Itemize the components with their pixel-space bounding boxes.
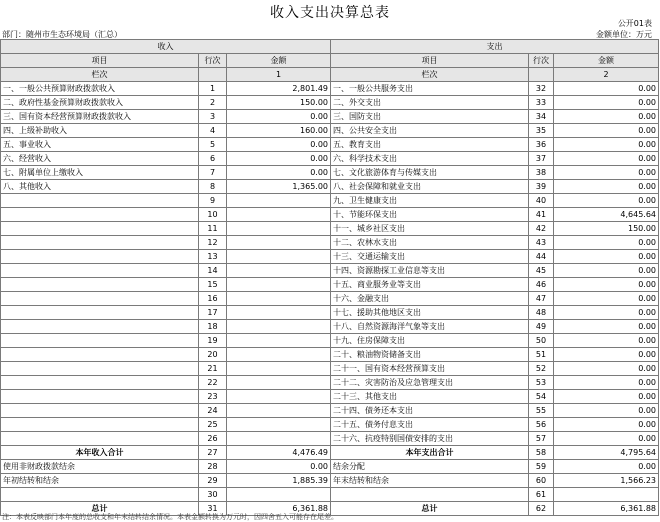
income-line-cell: 6 (199, 152, 227, 166)
income-amount-cell (227, 208, 331, 222)
income-amount-cell: 0.00 (227, 110, 331, 124)
income-amount-cell (227, 306, 331, 320)
income-line-cell: 24 (199, 404, 227, 418)
table-row (1, 446, 659, 460)
expense-item-cell: 八、社会保障和就业支出 (331, 180, 529, 194)
income-line-cell: 5 (199, 138, 227, 152)
expense-amount-cell: 0.00 (554, 96, 659, 110)
income-item-cell: 七、附属单位上缴收入 (1, 166, 199, 180)
expense-amount-cell: 0.00 (554, 264, 659, 278)
table-row (1, 124, 659, 138)
expense-line-cell: 43 (529, 236, 554, 250)
income-line-cell: 7 (199, 166, 227, 180)
income-amount-cell (227, 404, 331, 418)
expense-amount-cell: 6,361.88 (554, 502, 659, 516)
income-amount-cell: 0.00 (227, 152, 331, 166)
column-header-row (1, 54, 659, 68)
income-amount-cell: 4,476.49 (227, 446, 331, 460)
income-line-cell: 26 (199, 432, 227, 446)
income-line-cell: 27 (199, 446, 227, 460)
income-item-cell: 年初结转和结余 (1, 474, 199, 488)
expense-item-cell: 十七、援助其他地区支出 (331, 306, 529, 320)
income-amount-cell (227, 362, 331, 376)
expense-line-cell: 32 (529, 82, 554, 96)
expense-column-index: 2 (554, 68, 659, 82)
income-amount-cell: 0.00 (227, 166, 331, 180)
column-index-row (1, 68, 659, 82)
income-item-cell (1, 208, 199, 222)
expense-item-cell: 一、一般公共服务支出 (331, 82, 529, 96)
expense-line-cell: 35 (529, 124, 554, 138)
income-item-cell: 三、国有资本经营预算财政拨款收入 (1, 110, 199, 124)
income-column-index: 1 (227, 68, 331, 82)
table-row (1, 418, 659, 432)
income-line-cell: 13 (199, 250, 227, 264)
income-item-cell (1, 362, 199, 376)
income-item-cell (1, 432, 199, 446)
table-row (1, 404, 659, 418)
income-item-cell (1, 222, 199, 236)
table-row (1, 432, 659, 446)
income-line-cell: 11 (199, 222, 227, 236)
expense-line-cell: 48 (529, 306, 554, 320)
expense-item-cell: 十八、自然资源海洋气象等支出 (331, 320, 529, 334)
expense-amount-cell: 0.00 (554, 362, 659, 376)
expense-amount-cell: 0.00 (554, 460, 659, 474)
expense-amount-header: 金额 (554, 54, 659, 68)
income-item-cell (1, 376, 199, 390)
table-row (1, 236, 659, 250)
expense-item-cell: 二十五、债务付息支出 (331, 418, 529, 432)
table-row (1, 460, 659, 474)
expense-line-cell: 60 (529, 474, 554, 488)
expense-item-cell: 十一、城乡社区支出 (331, 222, 529, 236)
expense-line-cell: 33 (529, 96, 554, 110)
income-line-cell: 15 (199, 278, 227, 292)
expense-line-cell: 50 (529, 334, 554, 348)
expense-line-cell: 36 (529, 138, 554, 152)
expense-line-cell: 34 (529, 110, 554, 124)
table-row (1, 152, 659, 166)
expense-line-cell: 61 (529, 488, 554, 502)
income-amount-cell (227, 278, 331, 292)
expense-line-cell: 55 (529, 404, 554, 418)
expense-line-header: 行次 (529, 54, 554, 68)
expense-line-cell: 62 (529, 502, 554, 516)
expense-amount-cell: 0.00 (554, 432, 659, 446)
income-item-cell (1, 320, 199, 334)
expense-line-cell: 51 (529, 348, 554, 362)
income-item-cell (1, 334, 199, 348)
expense-item-cell: 本年支出合计 (331, 446, 529, 460)
table-row (1, 362, 659, 376)
expense-amount-cell: 0.00 (554, 306, 659, 320)
income-item-cell (1, 306, 199, 320)
expense-amount-cell (554, 488, 659, 502)
income-amount-cell (227, 418, 331, 432)
table-row (1, 320, 659, 334)
income-line-cell: 23 (199, 390, 227, 404)
expense-line-cell: 57 (529, 432, 554, 446)
income-amount-cell: 0.00 (227, 460, 331, 474)
expense-item-cell: 十九、住房保障支出 (331, 334, 529, 348)
income-amount-cell (227, 264, 331, 278)
income-amount-cell (227, 320, 331, 334)
expense-line-cell: 49 (529, 320, 554, 334)
expense-line-cell: 42 (529, 222, 554, 236)
income-amount-cell (227, 390, 331, 404)
expense-column-label: 栏次 (331, 68, 529, 82)
income-line-cell: 20 (199, 348, 227, 362)
income-amount-cell (227, 250, 331, 264)
expense-amount-cell: 4,645.64 (554, 208, 659, 222)
income-line-cell: 31 (199, 502, 227, 516)
income-line-cell: 29 (199, 474, 227, 488)
expense-line-cell: 45 (529, 264, 554, 278)
income-line-cell: 21 (199, 362, 227, 376)
income-line-cell: 25 (199, 418, 227, 432)
expense-item-header: 项目 (331, 54, 529, 68)
expense-line-cell: 58 (529, 446, 554, 460)
expense-amount-cell: 4,795.64 (554, 446, 659, 460)
table-row (1, 138, 659, 152)
table-row (1, 250, 659, 264)
table-row (1, 390, 659, 404)
expense-item-cell: 二十一、国有资本经营预算支出 (331, 362, 529, 376)
income-amount-header: 金额 (227, 54, 331, 68)
expense-amount-cell: 0.00 (554, 320, 659, 334)
expense-amount-cell: 1,566.23 (554, 474, 659, 488)
table-row (1, 292, 659, 306)
unit-label: 金额单位：万元 (596, 30, 652, 39)
income-line-cell: 16 (199, 292, 227, 306)
expense-amount-cell: 0.00 (554, 418, 659, 432)
income-amount-cell (227, 292, 331, 306)
table-row (1, 264, 659, 278)
income-line-cell: 4 (199, 124, 227, 138)
income-line-cell: 22 (199, 376, 227, 390)
expense-item-cell: 结余分配 (331, 460, 529, 474)
expense-line-cell: 59 (529, 460, 554, 474)
expense-amount-cell: 0.00 (554, 292, 659, 306)
income-item-cell: 五、事业收入 (1, 138, 199, 152)
expense-line-cell: 37 (529, 152, 554, 166)
income-amount-cell: 1,365.00 (227, 180, 331, 194)
expense-line-cell: 47 (529, 292, 554, 306)
department-label: 部门：随州市生态环境局（汇总） (2, 30, 122, 39)
expense-amount-cell: 0.00 (554, 376, 659, 390)
income-line-cell: 19 (199, 334, 227, 348)
income-amount-cell (227, 376, 331, 390)
income-header: 收入 (1, 40, 331, 54)
table-row (1, 278, 659, 292)
income-line-cell: 17 (199, 306, 227, 320)
expense-line-cell: 54 (529, 390, 554, 404)
expense-item-cell: 二十四、债务还本支出 (331, 404, 529, 418)
income-amount-cell (227, 194, 331, 208)
income-item-cell: 六、经营收入 (1, 152, 199, 166)
income-line-header: 行次 (199, 54, 227, 68)
expense-item-cell: 十三、交通运输支出 (331, 250, 529, 264)
income-amount-cell (227, 222, 331, 236)
table-row (1, 208, 659, 222)
expense-item-cell: 十、节能环保支出 (331, 208, 529, 222)
table-row (1, 96, 659, 110)
income-line-cell: 3 (199, 110, 227, 124)
income-item-cell (1, 404, 199, 418)
income-amount-cell: 150.00 (227, 96, 331, 110)
income-item-cell: 本年收入合计 (1, 446, 199, 460)
expense-amount-cell: 0.00 (554, 404, 659, 418)
income-amount-cell (227, 432, 331, 446)
income-amount-cell: 0.00 (227, 138, 331, 152)
income-item-cell (1, 488, 199, 502)
expense-item-cell (331, 488, 529, 502)
table-row (1, 376, 659, 390)
income-item-header: 项目 (1, 54, 199, 68)
table-row (1, 306, 659, 320)
income-item-cell (1, 264, 199, 278)
income-line-cell: 18 (199, 320, 227, 334)
income-line-cell: 8 (199, 180, 227, 194)
expense-item-cell: 十二、农林水支出 (331, 236, 529, 250)
expense-item-cell: 二十、粮油物资储备支出 (331, 348, 529, 362)
table-row (1, 474, 659, 488)
income-amount-cell: 160.00 (227, 124, 331, 138)
income-item-cell: 四、上级补助收入 (1, 124, 199, 138)
expense-amount-cell: 0.00 (554, 250, 659, 264)
expense-line-cell: 39 (529, 180, 554, 194)
expense-line-cell: 41 (529, 208, 554, 222)
income-amount-cell (227, 236, 331, 250)
income-item-cell (1, 292, 199, 306)
income-item-cell: 二、政府性基金预算财政拨款收入 (1, 96, 199, 110)
expense-amount-cell: 0.00 (554, 82, 659, 96)
table-row (1, 82, 659, 96)
expense-item-cell: 六、科学技术支出 (331, 152, 529, 166)
page-title: 收入支出决算总表 (270, 5, 390, 21)
income-line-cell: 9 (199, 194, 227, 208)
expense-item-cell: 三、国防支出 (331, 110, 529, 124)
income-line-cell: 10 (199, 208, 227, 222)
expense-item-cell: 十四、资源勘探工业信息等支出 (331, 264, 529, 278)
table-row (1, 194, 659, 208)
expense-line-cell: 46 (529, 278, 554, 292)
table-row (1, 334, 659, 348)
income-amount-cell: 2,801.49 (227, 82, 331, 96)
expense-line-cell: 52 (529, 362, 554, 376)
income-item-cell: 一、一般公共预算财政拨款收入 (1, 82, 199, 96)
expense-item-cell: 十五、商业服务业等支出 (331, 278, 529, 292)
section-header-row (1, 40, 659, 54)
expense-line-cell: 53 (529, 376, 554, 390)
income-line-cell: 28 (199, 460, 227, 474)
expense-line-cell: 44 (529, 250, 554, 264)
expense-amount-cell: 0.00 (554, 138, 659, 152)
table-row (1, 166, 659, 180)
expense-amount-cell: 0.00 (554, 152, 659, 166)
expense-header: 支出 (331, 40, 659, 54)
expense-line-cell: 40 (529, 194, 554, 208)
expense-item-cell: 十六、金融支出 (331, 292, 529, 306)
income-line-cell: 14 (199, 264, 227, 278)
expense-item-cell: 五、教育支出 (331, 138, 529, 152)
income-item-cell (1, 250, 199, 264)
footnote: 注：本表反映部门本年度的总收支和年末结转结余情况。本表金额转换为万元时，因四舍五入可能存在尾差。 (2, 513, 338, 521)
expense-line-cell: 38 (529, 166, 554, 180)
expense-item-cell: 二十六、抗疫特别国债安排的支出 (331, 432, 529, 446)
income-column-blank (199, 68, 227, 82)
table-row (1, 488, 659, 502)
income-amount-cell: 6,361.88 (227, 502, 331, 516)
expense-amount-cell: 0.00 (554, 278, 659, 292)
income-line-cell: 1 (199, 82, 227, 96)
expense-amount-cell: 0.00 (554, 180, 659, 194)
expense-item-cell: 二十三、其他支出 (331, 390, 529, 404)
expense-amount-cell: 0.00 (554, 348, 659, 362)
income-item-cell: 八、其他收入 (1, 180, 199, 194)
income-item-cell (1, 278, 199, 292)
income-item-cell: 总计 (1, 502, 199, 516)
income-item-cell (1, 390, 199, 404)
expense-amount-cell: 0.00 (554, 334, 659, 348)
expense-item-cell: 七、文化旅游体育与传媒支出 (331, 166, 529, 180)
expense-amount-cell: 0.00 (554, 124, 659, 138)
expense-item-cell: 二、外交支出 (331, 96, 529, 110)
income-expense-table (0, 39, 659, 516)
income-line-cell: 30 (199, 488, 227, 502)
table-row (1, 348, 659, 362)
income-item-cell: 使用非财政拨款结余 (1, 460, 199, 474)
income-item-cell (1, 194, 199, 208)
expense-amount-cell: 150.00 (554, 222, 659, 236)
expense-item-cell: 年末结转和结余 (331, 474, 529, 488)
expense-item-cell: 二十二、灾害防治及应急管理支出 (331, 376, 529, 390)
expense-amount-cell: 0.00 (554, 390, 659, 404)
expense-item-cell: 总计 (331, 502, 529, 516)
income-amount-cell (227, 334, 331, 348)
expense-column-blank (529, 68, 554, 82)
expense-line-cell: 56 (529, 418, 554, 432)
expense-amount-cell: 0.00 (554, 110, 659, 124)
income-amount-cell (227, 348, 331, 362)
income-line-cell: 2 (199, 96, 227, 110)
income-line-cell: 12 (199, 236, 227, 250)
table-number: 公开01表 (617, 19, 652, 28)
table-row (1, 222, 659, 236)
income-item-cell (1, 236, 199, 250)
table-row (1, 180, 659, 194)
expense-amount-cell: 0.00 (554, 166, 659, 180)
expense-amount-cell: 0.00 (554, 194, 659, 208)
expense-item-cell: 四、公共安全支出 (331, 124, 529, 138)
income-amount-cell: 1,885.39 (227, 474, 331, 488)
income-amount-cell (227, 488, 331, 502)
table-row (1, 110, 659, 124)
expense-item-cell: 九、卫生健康支出 (331, 194, 529, 208)
income-item-cell (1, 348, 199, 362)
income-column-label: 栏次 (1, 68, 199, 82)
income-item-cell (1, 418, 199, 432)
expense-amount-cell: 0.00 (554, 236, 659, 250)
